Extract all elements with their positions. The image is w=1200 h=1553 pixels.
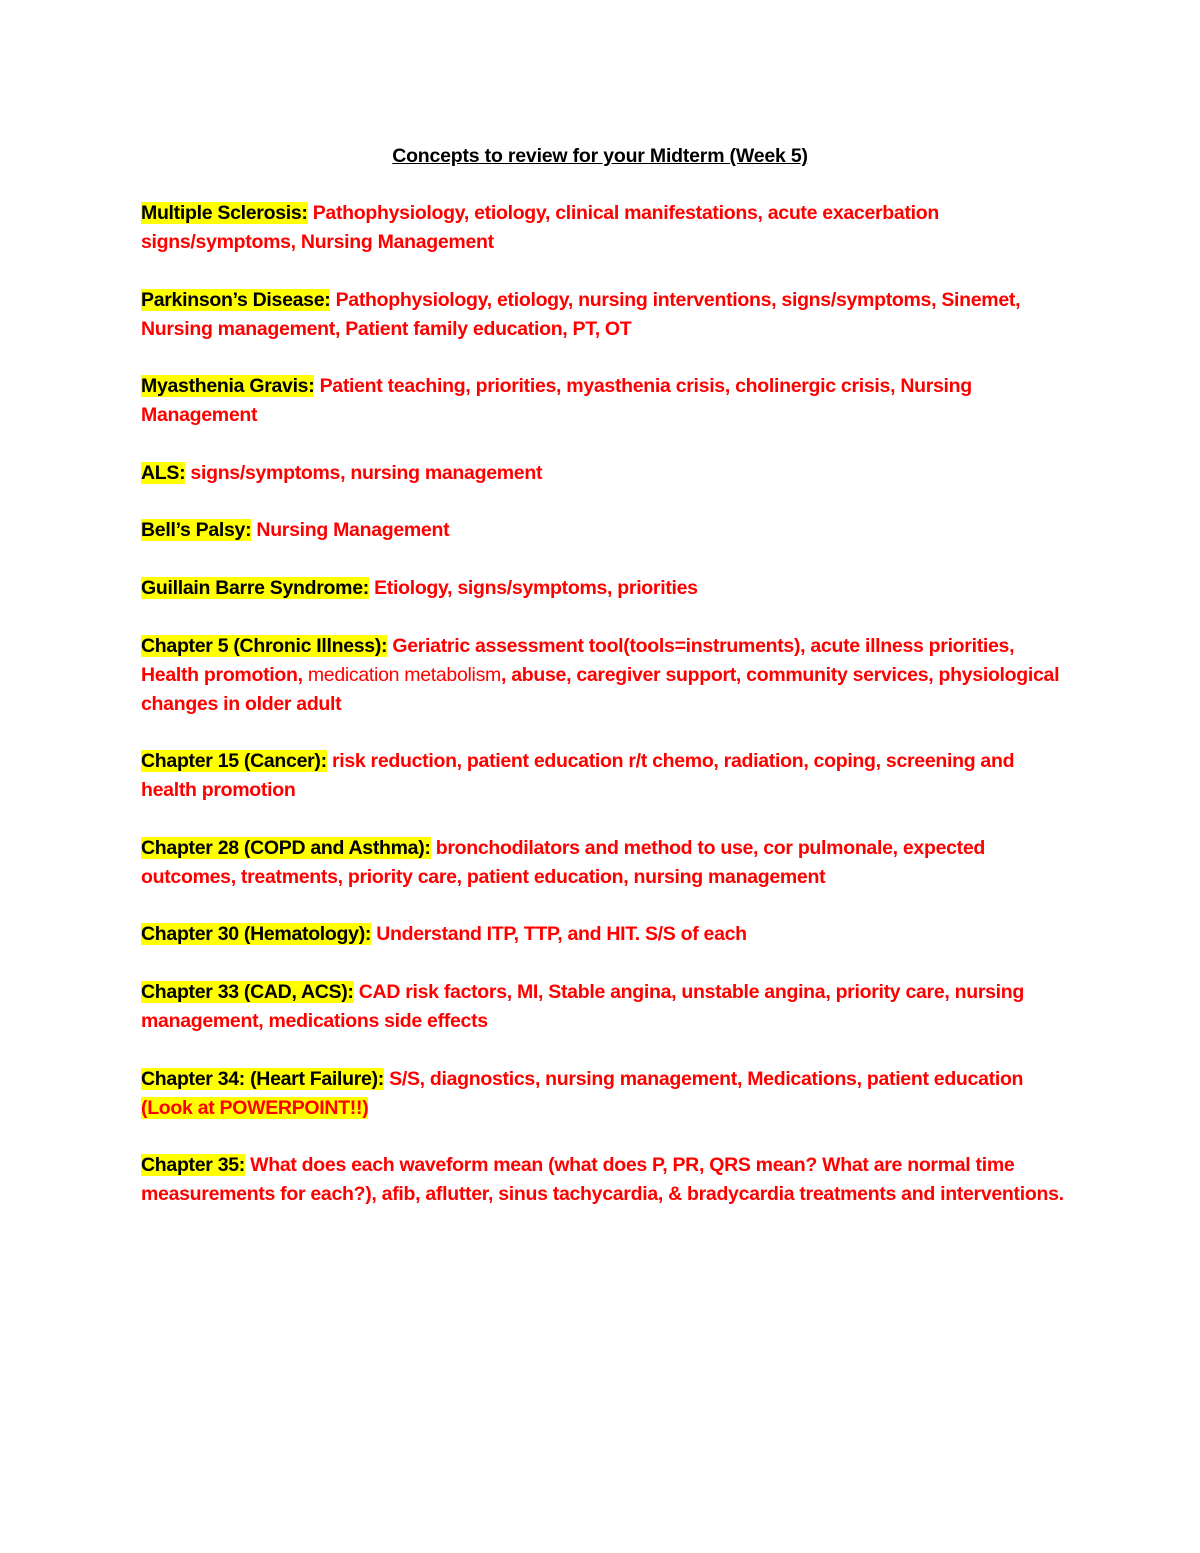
topic-description: Nursing Management xyxy=(256,519,450,542)
concept-list xyxy=(141,199,1066,1238)
list-item-parkinsons xyxy=(141,286,1066,344)
list-item-chapter-5 xyxy=(141,632,1066,719)
topic-description: signs/symptoms, nursing management xyxy=(190,461,543,484)
topic-description: Patient teaching, priorities, myasthenia crisis, cholinergic crisis, Nursing Management xyxy=(141,375,972,427)
topic-label: Chapter 35: xyxy=(141,1154,245,1177)
topic-label: Guillain Barre Syndrome: xyxy=(141,576,369,599)
topic-description: What does each waveform mean (what does P, PR, QRS mean? What are normal time measurements for each?), afib, aflutter, sinus tachycardia, & bradycardia treatments and interventions. xyxy=(141,1154,1064,1206)
topic-description: Etiology, signs/symptoms, priorities xyxy=(374,576,698,599)
list-item-chapter-30 xyxy=(141,920,1066,949)
topic-label: Chapter 28 (COPD and Asthma): xyxy=(141,836,431,859)
topic-description-continued: , abuse, caregiver support, community services, physiological changes in older adult xyxy=(141,663,1060,715)
topic-description: risk reduction, patient education r/t chemo, radiation, coping, screening and health promotion xyxy=(141,750,1015,802)
topic-label: Chapter 30 (Hematology): xyxy=(141,923,372,946)
list-item-guillain-barre xyxy=(141,574,1066,603)
topic-description: Pathophysiology, etiology, clinical manifestations, acute exacerbation signs/symptoms, Nursing Management xyxy=(141,202,939,253)
list-item-myasthenia-gravis xyxy=(141,372,1066,430)
topic-label: Chapter 5 (Chronic Illness): xyxy=(141,634,388,657)
topic-description: CAD risk factors, MI, Stable angina, unstable angina, priority care, nursing management, medications side effects xyxy=(141,980,1025,1032)
topic-label: Parkinson’s Disease: xyxy=(141,288,331,311)
topic-label: Bell’s Palsy: xyxy=(141,519,252,542)
list-item-chapter-35 xyxy=(141,1151,1066,1209)
topic-description-normal: medication metabolism xyxy=(307,663,501,686)
topic-label: Multiple Sclerosis: xyxy=(141,202,308,224)
topic-description: Understand ITP, TTP, and HIT. S/S of each xyxy=(376,923,747,946)
topic-label: Chapter 15 (Cancer): xyxy=(141,750,327,773)
highlighted-note: (Look at POWERPOINT!!) xyxy=(141,1096,369,1119)
list-item-chapter-15 xyxy=(141,747,1066,805)
topic-label: Myasthenia Gravis: xyxy=(141,375,315,398)
list-item-chapter-28 xyxy=(141,834,1066,892)
topic-description: Pathophysiology, etiology, nursing interventions, signs/symptoms, Sinemet, Nursing management, Patient family education, PT, OT xyxy=(141,288,1021,340)
topic-label: ALS: xyxy=(141,461,186,484)
list-item-chapter-34 xyxy=(141,1065,1066,1123)
topic-description: bronchodilators and method to use, cor pulmonale, expected outcomes, treatments, priority care, patient education, nursing management xyxy=(141,836,986,888)
list-item-als xyxy=(141,459,1066,488)
topic-label: Chapter 33 (CAD, ACS): xyxy=(141,980,354,1003)
list-item-multiple-sclerosis xyxy=(141,199,1066,257)
topic-description: Geriatric assessment tool(tools=instruments), acute illness priorities, Health promotion, xyxy=(141,634,1015,686)
topic-label: Chapter 34: (Heart Failure): xyxy=(141,1067,384,1090)
list-item-bells-palsy xyxy=(141,516,1066,545)
topic-description: S/S, diagnostics, nursing management, Medications, patient education xyxy=(389,1067,1024,1090)
list-item-chapter-33 xyxy=(141,978,1066,1036)
page-title: Concepts to review for your Midterm (Week 5) xyxy=(392,145,808,167)
